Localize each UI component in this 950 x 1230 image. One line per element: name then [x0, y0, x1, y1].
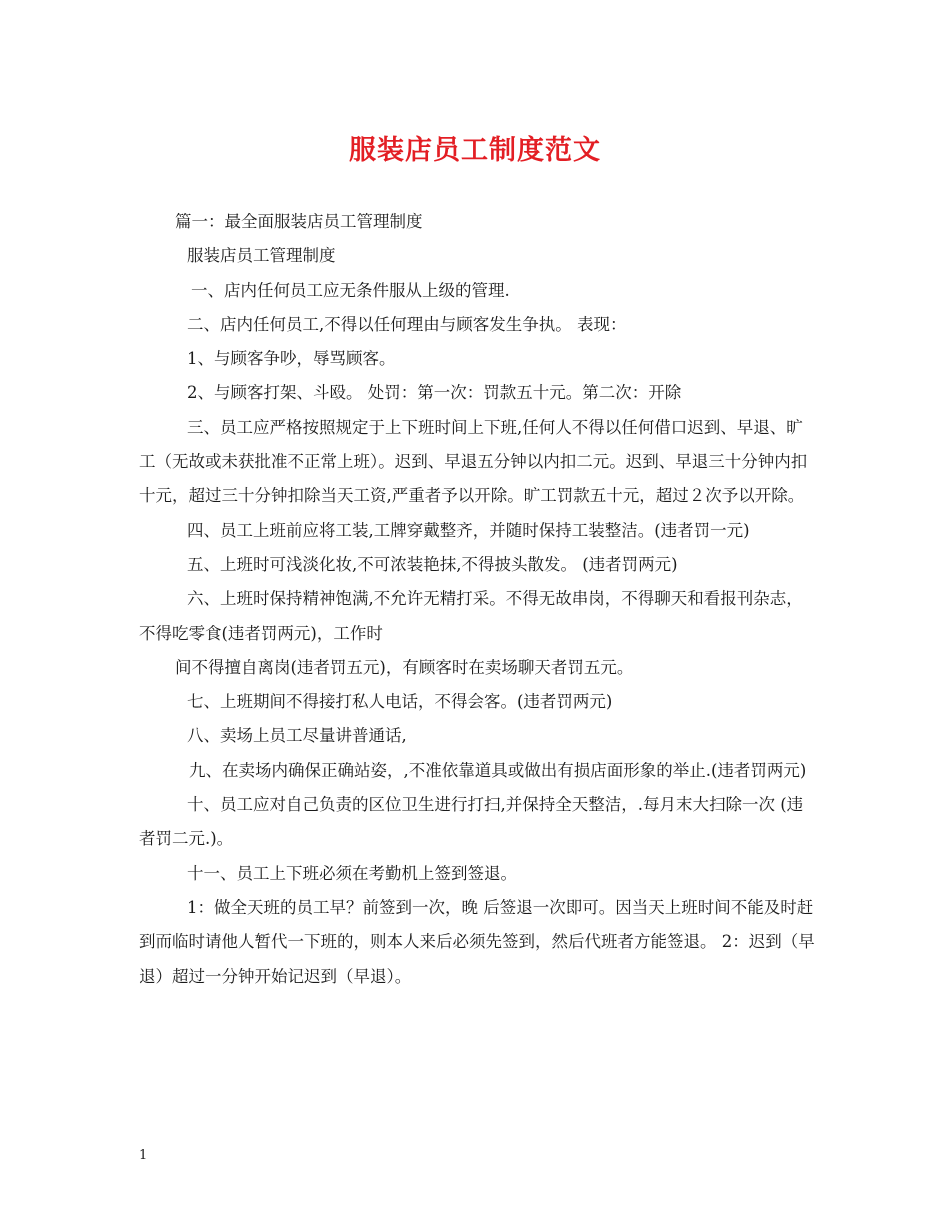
paragraph-rule-7: 七、上班期间不得接打私人电话，不得会客。(违者罚两元) — [187, 692, 613, 712]
paragraph-rule-9: 九、在卖场内确保正确站姿，,不准依靠道具或做出有损店面形象的举止.(违者罚两元) — [189, 760, 807, 780]
paragraph-rule-2-item-2: 2、与顾客打架、斗殴。 处罚：第一次：罚款五十元。第二次：开除 — [187, 383, 682, 403]
paragraph-rule-8: 八、卖场上员工尽量讲普通话, — [187, 726, 407, 746]
paragraph-rule-5: 五、上班时可浅淡化妆,不可浓装艳抹,不得披头散发。 (违者罚两元) — [187, 554, 678, 574]
paragraph-rule-6: 六、上班时保持精神饱满,不允许无精打采。不得无故串岗，不得聊天和看报刊杂志，不得吃零食(违者罚两元)，工作时 — [139, 589, 803, 643]
document-body — [139, 205, 819, 994]
paragraph-rule-11-details: 1：做全天班的员工早？前签到一次，晚 后签退一次即可。因当天上班时间不能及时赶到而临时请他人暂代一下班的，则本人来后必须先签到，然后代班者方能签退。 2：迟到（早退）超过一分钟开始记迟到（早退）。 — [139, 897, 815, 986]
paragraph-rule-2-item-1: 1、与顾客争吵，辱骂顾客。 — [187, 349, 396, 369]
paragraph-section-heading: 篇一：最全面服装店员工管理制度 — [175, 212, 423, 231]
paragraph-rule-10: 十、员工应对自己负责的区位卫生进行打扫,并保持全天整洁，.每月末大扫除一次 (违者罚二元.)。 — [139, 795, 804, 849]
paragraph-rule-6-continued: 间不得擅自离岗(违者罚五元)，有顾客时在卖场聊天者罚五元。 — [175, 657, 634, 677]
paragraph-rule-2: 二、店内任何员工,不得以任何理由与顾客发生争执。 表现： — [187, 314, 627, 334]
paragraph-rule-4: 四、员工上班前应将工装,工牌穿戴整齐，并随时保持工装整洁。(违者罚一元) — [187, 520, 750, 540]
paragraph-subtitle: 服装店员工管理制度 — [187, 246, 336, 266]
paragraph-rule-1: 一、店内任何员工应无条件服从上级的管理. — [191, 280, 510, 300]
page-number: 1 — [139, 1148, 148, 1163]
paragraph-rule-11: 十一、员工上下班必须在考勤机上签到签退。 — [187, 863, 517, 883]
paragraph-rule-3: 三、员工应严格按照规定于上下班时间上下班,任何人不得以任何借口迟到、早退、旷工（无故或未获批准不正常上班）。迟到、早退五分钟以内扣二元。迟到、早退三十分钟内扣十元，超过三十分钟扣除当天工资,严重者予以开除。旷工罚款五十元，超过２次予以开除。 — [139, 417, 808, 506]
document-title: 服装店员工制度范文 — [349, 135, 601, 166]
